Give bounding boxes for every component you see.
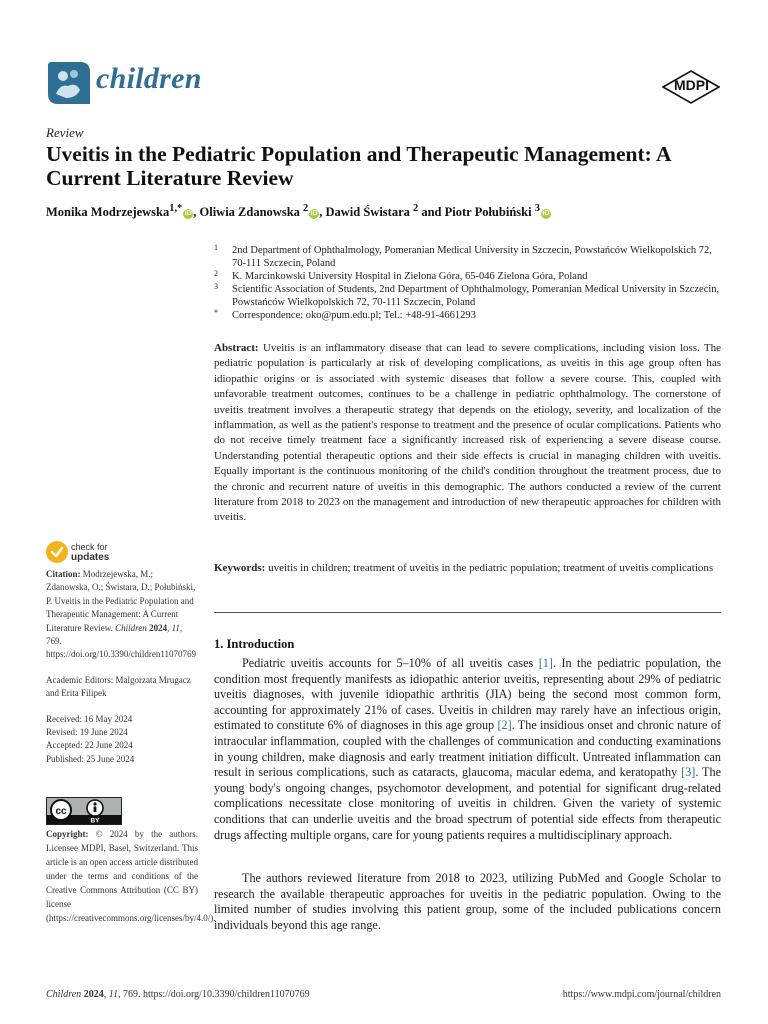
received-date: Received: 16 May 2024 [46,713,133,724]
check-updates-label: updates [71,552,110,563]
body-paragraph [214,656,721,843]
affiliation-text: Scientific Association of Students, 2nd Department of Ophthalmology, Pomeranian Medical University in Szczecin, Powstańców Wielkopolskich 72, 70-111 Szczecin, Poland [232,284,720,308]
article-title: Uveitis in the Pediatric Population and Therapeutic Management: A Current Literature Review [46,142,671,190]
abstract-label: Abstract: [214,342,259,354]
citation-link[interactable]: [3] [681,765,696,780]
citation-link[interactable]: [1] [538,656,553,670]
author-separator: , [319,205,326,220]
section-heading: 1. Introduction [214,637,295,651]
citation-journal: Children [115,622,147,633]
paragraph-text: . In the pediatric population, the condition most frequently manifests as idiopathic anterior uveitis, representing about 29% of pediatric uveitis diagnoses, with juvenile idiopathic arthritis (JIA) being the second most common form, accounting for approximately 21% of cases. Uveitis in children may rarely have an infectious origin, estimated to constitute 6% of diagnoses in this age group [214,656,721,733]
copyright-text: © 2024 by the authors. Licensee MDPI, Basel, Switzerland. This article is an open access article distributed under the terms and conditions of the Creative Commons Attribution (CC BY) license (https://creativecommons.org/licenses/by/4.0/). [46,829,216,923]
footer-year: 2024 [83,989,104,1000]
svg-text:cc: cc [55,806,67,817]
keywords-text: uveitis in children; treatment of uveitis in the pediatric population; treatment of uveitis complications [268,562,714,574]
article-info-sidebar [46,568,198,766]
citation-year: 2024 [149,622,168,633]
affiliation-text: K. Marcinkowski University Hospital in Zielona Góra, 65-046 Zielona Góra, Poland [232,271,588,282]
cc-label: BY [90,817,100,824]
affiliations-list [214,244,724,322]
keywords [214,561,721,576]
citation-volume: 11 [171,622,180,633]
orcid-icon[interactable]: iD [542,210,550,218]
orcid-icon[interactable]: iD [310,210,318,218]
footer-volume: 11 [108,989,118,1000]
check-for-updates-button[interactable] [46,541,166,567]
footer-citation: Children 2024, 11, 769. https://doi.org/10.3390/children11070769 [46,989,310,1000]
author-separator: and [418,205,445,220]
section-divider [214,612,721,613]
affiliation-item [214,283,724,309]
cc-by-license-badge[interactable] [46,797,122,825]
affiliation-number: * [214,308,218,317]
citation-doi-link[interactable]: , 769. https://doi.org/10.3390/children11070769 [46,622,196,660]
abstract-text: Uveitis is an inflammatory disease that can lead to severe complications, including vision loss. The pediatric population is particularly at risk of developing complications, as uveitis in this age group often has idiopathic origins or is associated with systemic diseases that follow a severe course. This, coupled with unfavorable treatment outcomes, continues to be a challenge in pediatric ophthalmology. The cornerstone of uveitis treatment involves a therapeutic strategy that depends on the etiology, severity, and localization of the inflammation, as well as the patient's response to treatment and the presence of ocular complications. Patients who do not receive timely treatment face a significantly increased risk of experiencing a severe disease course. Understanding potential therapeutic options and their side effects is crucial in managing children with uveitis. Equally important is the continuous monitoring of the child's condition throughout the treatment process, due to the chronic and recurrent nature of uveitis in this demographic. The authors conducted a review of the current literature from 2018 to 2023 on the management and introduction of new therapeutic approaches for children with uveitis. [214,342,722,524]
footer-doi-link[interactable]: , 769. https://doi.org/10.3390/children11070769 [117,989,310,1000]
affiliation-number: 3 [214,282,218,291]
authors-line [46,203,551,220]
affiliation-number: 2 [214,269,218,278]
footer-journal-url[interactable]: https://www.mdpi.com/journal/children [562,989,721,1000]
body-paragraph: The authors reviewed literature from 2018 to 2023, utilizing PubMed and Google Scholar to research the available therapeutic approaches for uveitis in the pediatric population. Owing to the limited number of studies involving this patient group, some of the included publications concern individuals beyond this age range. [214,871,721,932]
copyright-label: Copyright: [46,829,89,839]
author-affiliation-sup: 1,* [169,203,183,214]
paragraph-text: . The insidious onset and chronic nature of intraocular inflammation, coupled with the challenges of communication and conducting examinations in young children, make diagnosis and early treatment initiation difficult. Untreated inflammation can result in serious complications, such as cataracts, glaucoma, macular edema, and keratopathy [214,718,721,780]
footer-journal: Children [46,989,82,1000]
academic-editors: Academic Editors: Malgorzata Mrugacz and Erita Filipek [46,674,191,699]
orcid-icon[interactable]: iD [184,210,192,218]
affiliation-number: 1 [214,243,218,252]
keywords-label: Keywords: [214,562,266,574]
author-affiliation-sup: 2 [303,203,309,214]
revised-date: Revised: 19 June 2024 [46,727,128,738]
correspondence-text: Correspondence: oko@pum.edu.pl; Tel.: +48-91-4661293 [232,310,476,321]
author-name[interactable]: Piotr Połubiński [444,205,532,220]
citation: Citation: Modrzejewska, M.; Zdanowska, O.; Świstara, D.; Połubiński, P. Uveitis in the Pediatric Population and Therapeutic Management: A Current Literature Review. Children 2024, 11, 769. https://doi.org/10.3390/children11070769 [46,569,196,660]
check-updates-label: check for [71,542,108,552]
abstract [214,341,721,526]
citation-text: Modrzejewska, M.; Zdanowska, O.; Świstara, D.; Połubiński, P. Uveitis in the Pediatric Population and Therapeutic Management: A Current Literature Review. [46,569,196,633]
author-separator: , [193,205,200,220]
affiliation-text: 2nd Department of Ophthalmology, Pomeranian Medical University in Szczecin, Powstańców Wielkopolskich 72, 70-111 Szczecin, Poland [232,245,712,269]
paragraph-text: Pediatric uveitis accounts for 5–10% of all uveitis cases [242,656,539,670]
citation-label: Citation: [46,569,81,579]
author-name[interactable]: Monika Modrzejewska [46,205,170,220]
affiliation-item [214,244,724,270]
published-date: Published: 25 June 2024 [46,753,135,764]
affiliation-item [214,309,724,322]
citation-link[interactable]: [2] [497,718,512,733]
author-affiliation-sup: 3 [534,203,540,214]
affiliation-item [214,270,724,283]
paragraph-text: . The young body's ongoing changes, psychomotor development, and potential for significant drug-related complications necessitate close monitoring of uveitis in children. Given the variety of systemic conditions that can underlie uveitis and the broad spectrum of potential side effects from therapeutic drugs affecting multiple organs, care for young patients requires a multidisciplinary approach. [214,765,721,842]
publisher-name: MDPI [674,77,709,93]
check-updates-icon [46,541,68,563]
author-affiliation-sup: 2 [413,203,419,214]
copyright-notice [46,827,216,925]
article-type: Review [46,125,84,140]
children-logo-icon [46,60,90,106]
author-name[interactable]: Oliwia Zdanowska [199,205,300,220]
accepted-date: Accepted: 22 June 2024 [46,740,133,751]
journal-name: children [96,62,202,95]
author-name[interactable]: Dawid Świstara [325,205,410,220]
